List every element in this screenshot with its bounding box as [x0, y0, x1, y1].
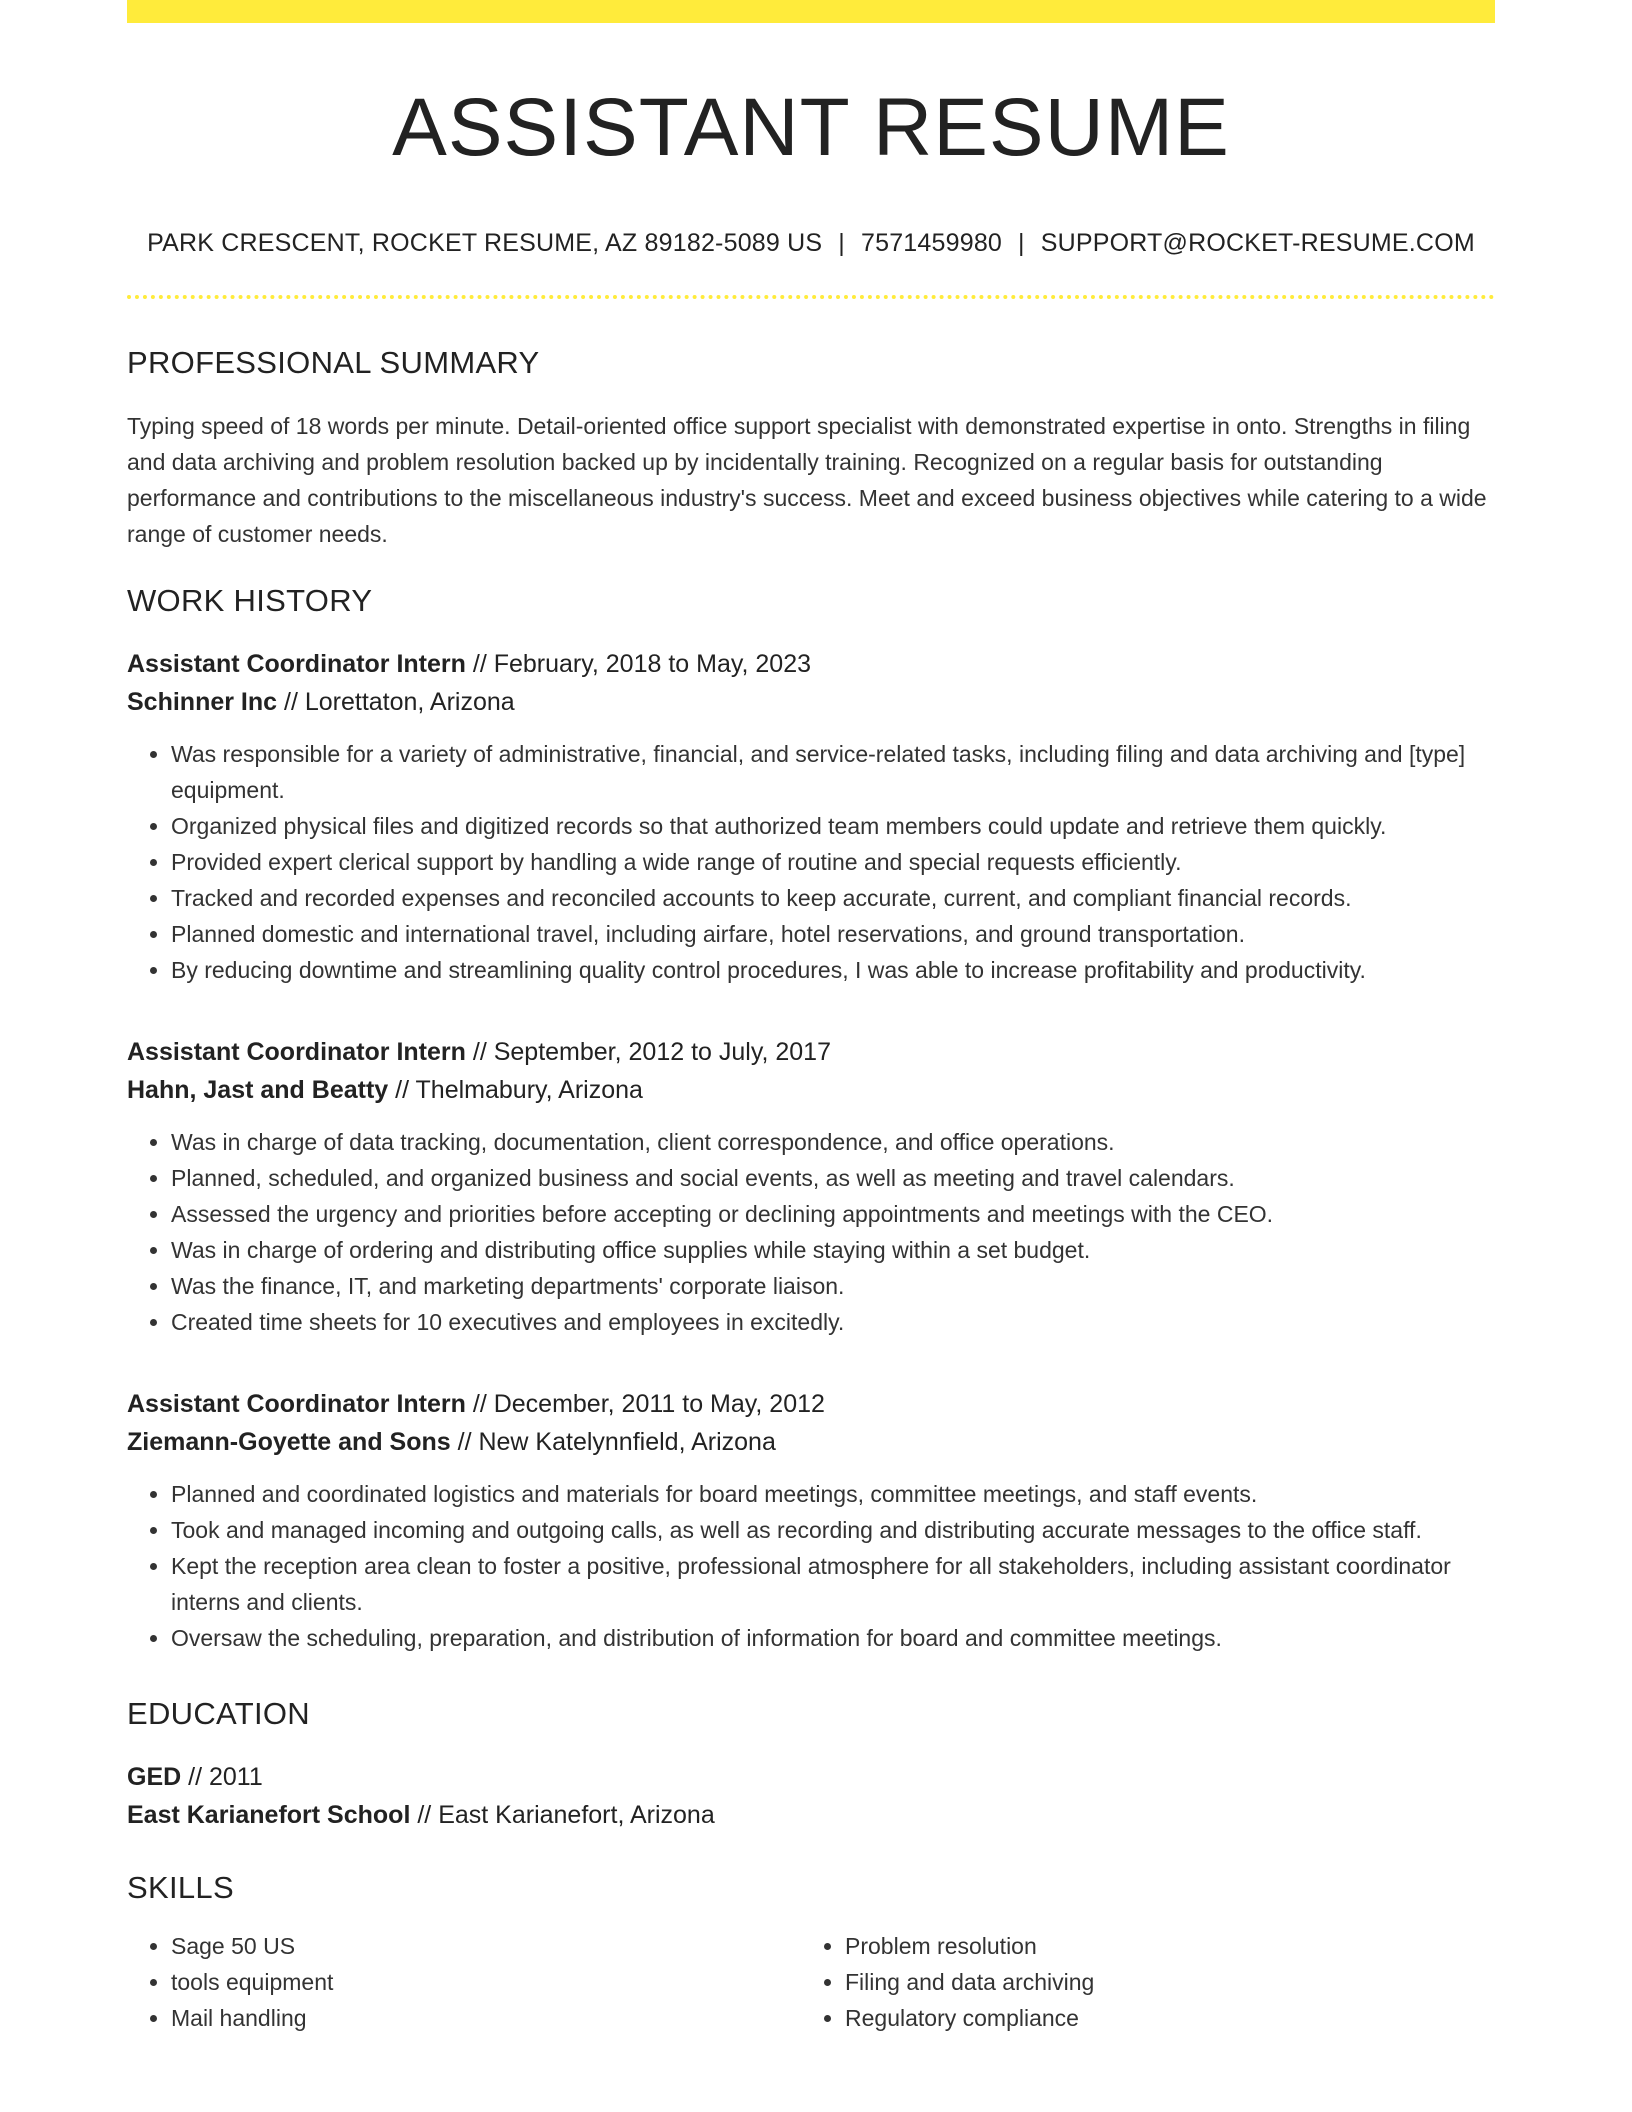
job-bullet: • Was responsible for a variety of administrative, financial, and service-related tasks, including filing and data archiving and [type] equipment. — [171, 736, 1495, 808]
job-title-line — [127, 1033, 1495, 1071]
job-bullet: • Kept the reception area clean to foster a positive, professional atmosphere for all stakeholders, including assistant coordinator interns and clients. — [171, 1548, 1495, 1620]
education-degree-line — [127, 1758, 1495, 1796]
job-bullet: • Planned, scheduled, and organized business and social events, as well as meeting and travel calendars. — [171, 1160, 1495, 1196]
education-school: East Karianefort School — [127, 1801, 411, 1829]
skill-item: • Sage 50 US — [171, 1928, 801, 1964]
skills-column-right — [801, 1928, 1475, 2036]
job-bullets — [127, 1124, 1495, 1340]
skill-item: • Mail handling — [171, 2000, 801, 2036]
job-title: Assistant Coordinator Intern — [127, 1390, 466, 1418]
job-location: // Thelmabury, Arizona — [388, 1076, 643, 1104]
job-bullet: • By reducing downtime and streamlining quality control procedures, I was able to increase profitability and productivity. — [171, 952, 1495, 988]
job-entry — [127, 1033, 1495, 1340]
job-title-line — [127, 1385, 1495, 1423]
accent-top-bar — [127, 0, 1495, 23]
resume-page — [127, 0, 1495, 2036]
education-degree: GED — [127, 1763, 182, 1791]
job-bullets — [127, 1476, 1495, 1656]
education-entry — [127, 1758, 1495, 1834]
job-company: Schinner Inc — [127, 688, 278, 716]
dotted-divider — [127, 295, 1495, 299]
job-location: // Lorettaton, Arizona — [277, 688, 515, 716]
job-title: Assistant Coordinator Intern — [127, 1038, 466, 1066]
job-company: Ziemann-Goyette and Sons — [127, 1428, 451, 1456]
work-history-heading: WORK HISTORY — [127, 583, 373, 618]
job-location: // New Katelynnfield, Arizona — [450, 1428, 776, 1456]
job-bullet: • Tracked and recorded expenses and reconciled accounts to keep accurate, current, and compliant financial records. — [171, 880, 1495, 916]
job-bullet: • Took and managed incoming and outgoing calls, as well as recording and distributing accurate messages to the office staff. — [171, 1512, 1495, 1548]
skills-heading: SKILLS — [127, 1870, 234, 1905]
job-entry — [127, 645, 1495, 988]
skill-item: • Filing and data archiving — [845, 1964, 1475, 2000]
job-bullet: • Planned domestic and international travel, including airfare, hotel reservations, and ground transportation. — [171, 916, 1495, 952]
summary-heading: PROFESSIONAL SUMMARY — [127, 345, 540, 380]
skill-item: • Regulatory compliance — [845, 2000, 1475, 2036]
skill-item: • Problem resolution — [845, 1928, 1475, 1964]
skills-grid — [127, 1928, 1495, 2036]
job-bullet: • Was the finance, IT, and marketing departments' corporate liaison. — [171, 1268, 1495, 1304]
contact-separator: | — [838, 229, 845, 257]
job-bullet: • Was in charge of data tracking, documentation, client correspondence, and office operations. — [171, 1124, 1495, 1160]
job-dates: // September, 2012 to July, 2017 — [465, 1038, 831, 1066]
job-entry — [127, 1385, 1495, 1656]
skill-item: • tools equipment — [171, 1964, 801, 2000]
job-title-line — [127, 645, 1495, 683]
education-heading: EDUCATION — [127, 1696, 310, 1731]
job-bullet: • Planned and coordinated logistics and materials for board meetings, committee meetings, and staff events. — [171, 1476, 1495, 1512]
job-company-line — [127, 683, 1495, 721]
contact-line — [127, 229, 1495, 258]
job-bullet: • Provided expert clerical support by handling a wide range of routine and special requests efficiently. — [171, 844, 1495, 880]
job-dates: // February, 2018 to May, 2023 — [465, 650, 812, 678]
resume-title: ASSISTANT RESUME — [392, 82, 1230, 173]
job-title: Assistant Coordinator Intern — [127, 650, 466, 678]
contact-separator: | — [1018, 229, 1025, 257]
job-dates: // December, 2011 to May, 2012 — [465, 1390, 825, 1418]
contact-phone: 7571459980 — [860, 229, 1003, 257]
job-company: Hahn, Jast and Beatty — [127, 1076, 389, 1104]
job-bullet: • Was in charge of ordering and distributing office supplies while staying within a set budget. — [171, 1232, 1495, 1268]
education-school-line — [127, 1796, 1495, 1834]
skills-column-left — [127, 1928, 801, 2036]
contact-email: SUPPORT@ROCKET-RESUME.COM — [1040, 229, 1475, 257]
job-bullet: • Created time sheets for 10 executives and employees in excitedly. — [171, 1304, 1495, 1340]
contact-address: PARK CRESCENT, ROCKET RESUME, AZ 89182-5089 US — [147, 229, 823, 257]
job-bullets — [127, 736, 1495, 988]
job-bullet: • Oversaw the scheduling, preparation, and distribution of information for board and committee meetings. — [171, 1620, 1495, 1656]
job-company-line — [127, 1423, 1495, 1461]
education-location: // East Karianefort, Arizona — [410, 1801, 715, 1829]
work-history-list — [127, 645, 1495, 1656]
job-bullet: • Assessed the urgency and priorities before accepting or declining appointments and meetings with the CEO. — [171, 1196, 1495, 1232]
summary-text: Typing speed of 18 words per minute. Detail-oriented office support specialist with demonstrated expertise in onto. Strengths in filing and data archiving and problem resolution backed up by incidentally training. Recognized on a regular basis for outstanding performance and contributions to the miscellaneous industry's success. Meet and exceed business objectives while catering to a wide range of customer needs. — [127, 413, 1487, 547]
education-year: // 2011 — [181, 1763, 263, 1791]
job-bullet: • Organized physical files and digitized records so that authorized team members could update and retrieve them quickly. — [171, 808, 1495, 844]
job-company-line — [127, 1071, 1495, 1109]
